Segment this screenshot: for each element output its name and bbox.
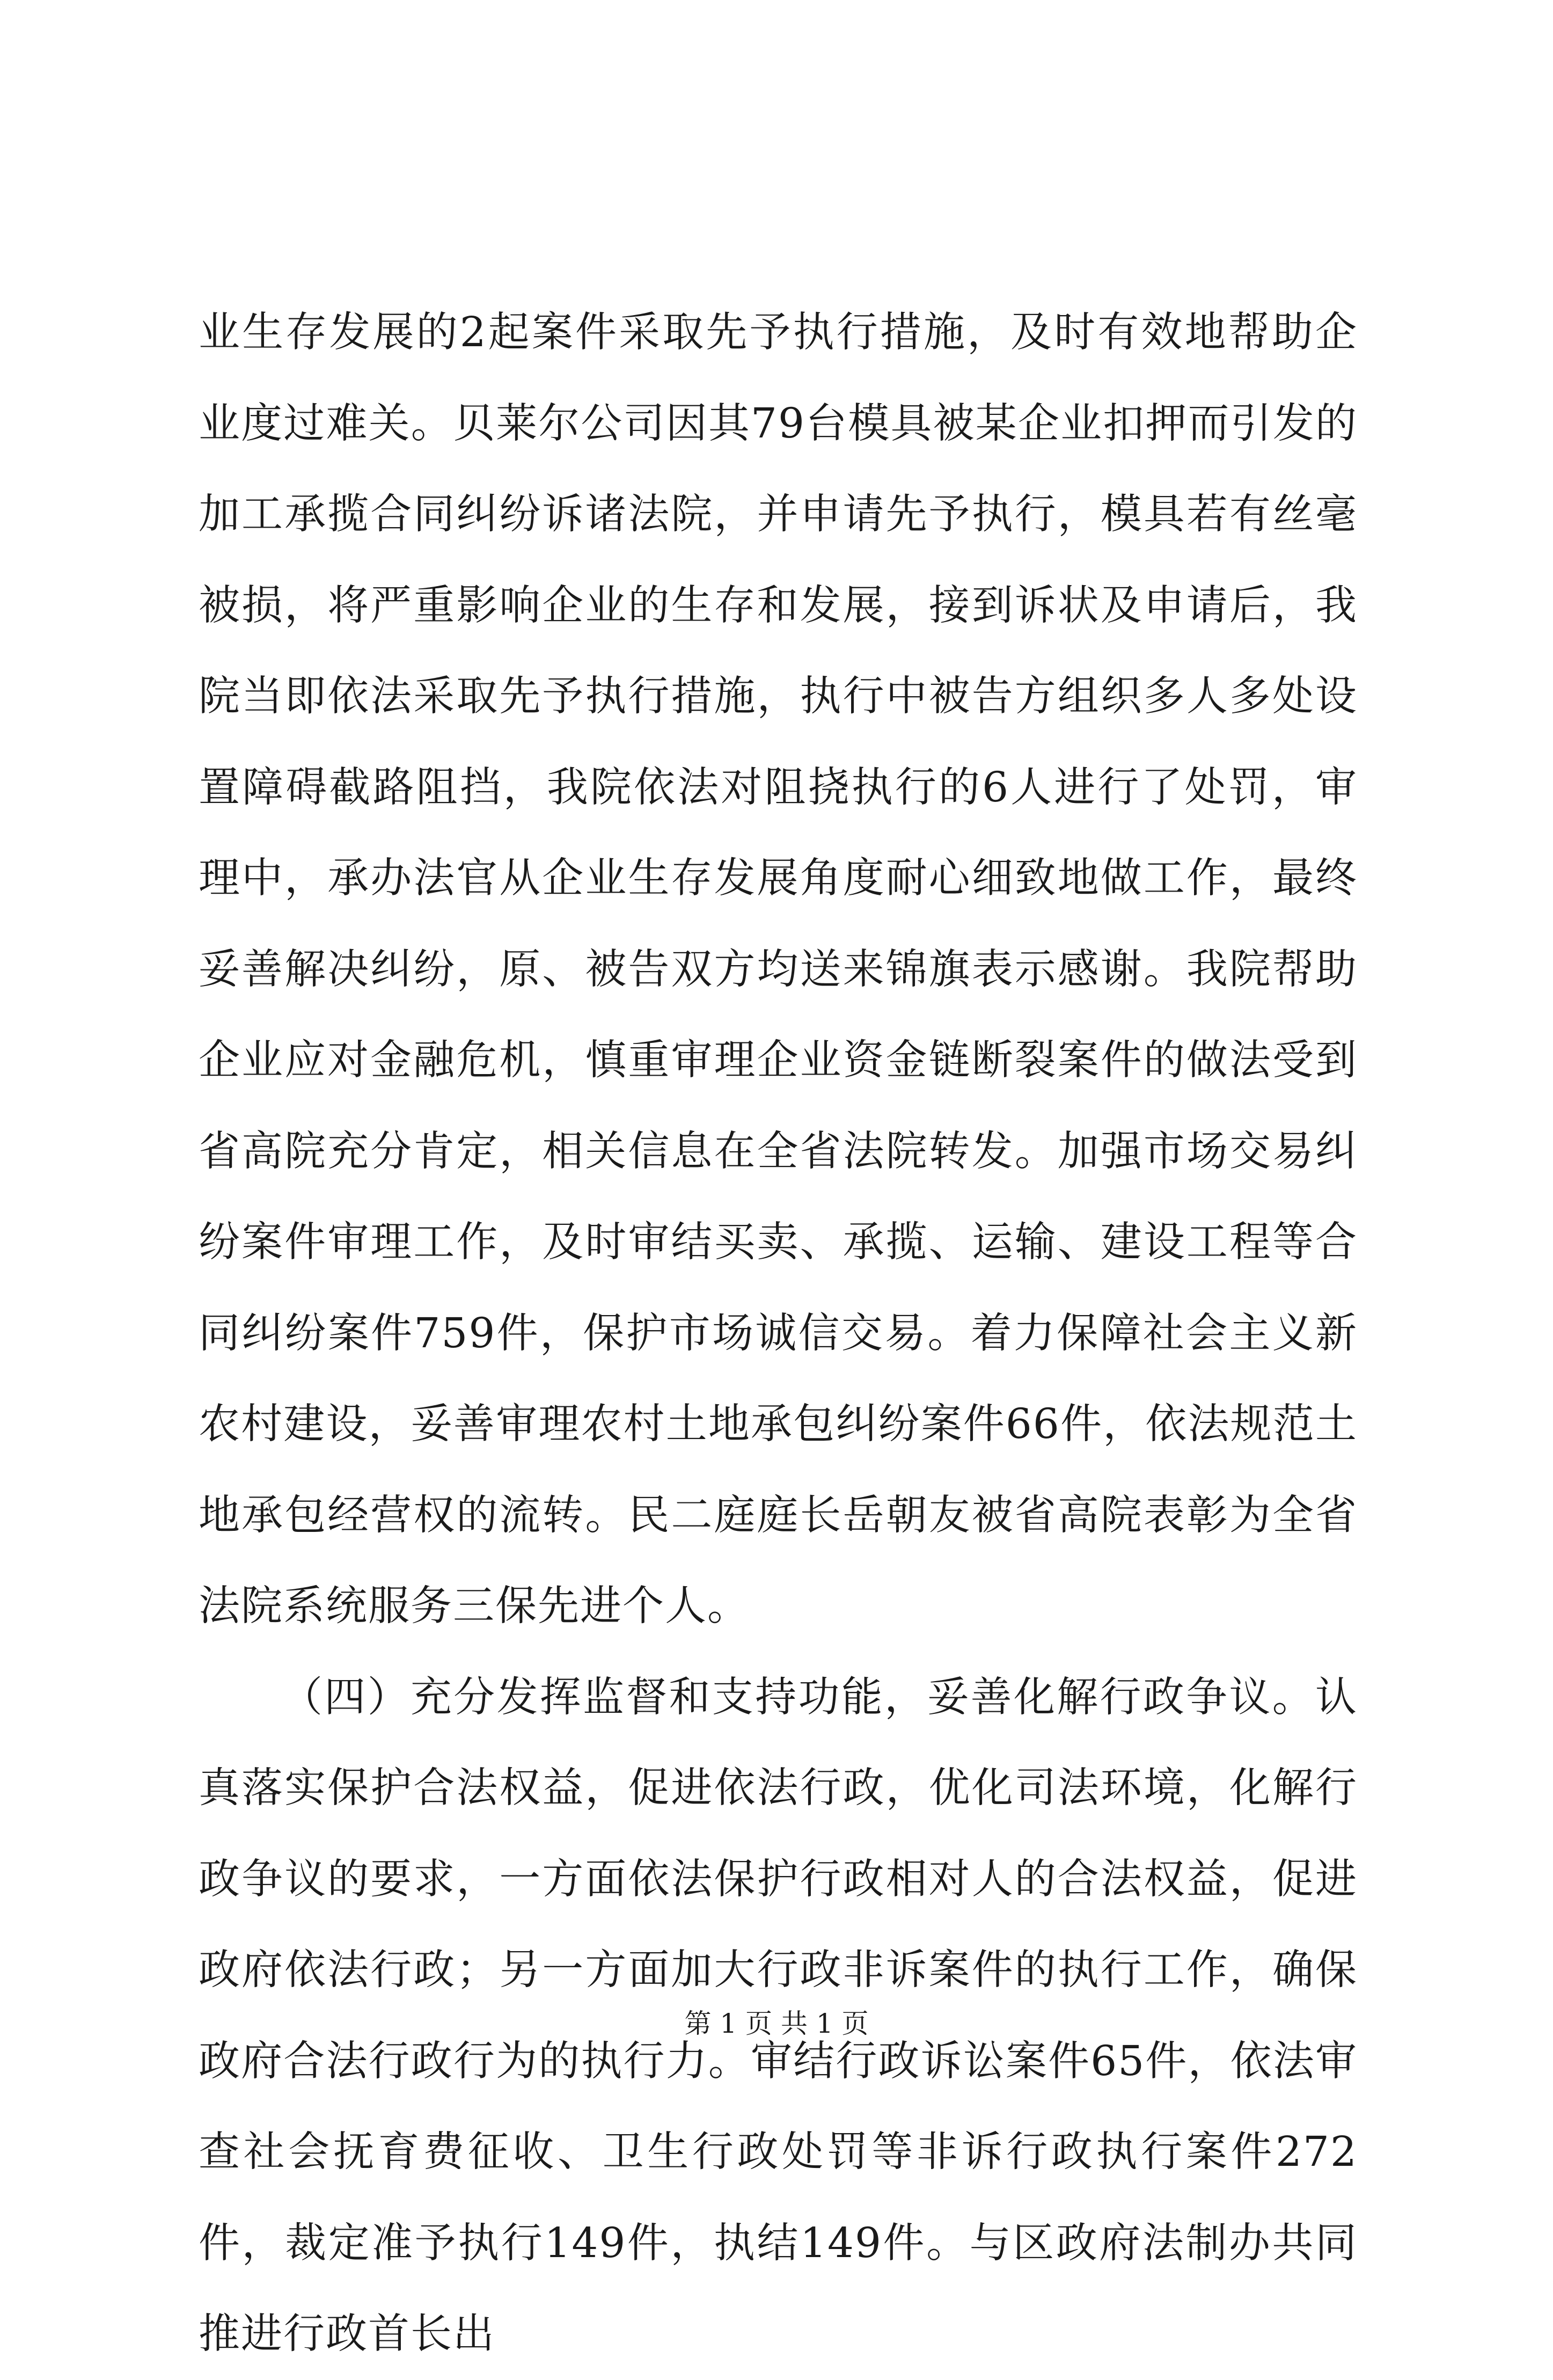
paragraph-section-four: （四）充分发挥监督和支持功能，妥善化解行政争议。认真落实保护合法权益，促进依法行政，优化司法环境，化解行政争议的要求，一方面依法保护行政相对人的合法权益，促进政府依法行政；另一方面加大行政非诉案件的执行工作，确保政府合法行政行为的执行力。审结行政诉讼案件65件，依法审查社会抚育费征收、卫生行政处罚等非诉行政执行案件272件，裁定准予执行149件，执结149件。与区政府法制办共同推进行政首长出 (199, 1673, 1358, 2358)
paragraph-continuation: 业生存发展的2起案件采取先予执行措施，及时有效地帮助企业度过难关。贝莱尔公司因其79台模具被某企业扣押而引发的加工承揽合同纠纷诉诸法院，并申请先予执行，模具若有丝毫被损，将严重影响企业的生存和发展，接到诉状及申请后，我院当即依法采取先予执行措施，执行中被告方组织多人多处设置障碍截路阻挡，我院依法对阻挠执行的6人进行了处罚，审理中，承办法官从企业生存发展角度耐心细致地做工作，最终妥善解决纠纷，原、被告双方均送来锦旗表示感谢。我院帮助企业应对金融危机，慎重审理企业资金链断裂案件的做法受到省高院充分肯定，相关信息在全省法院转发。加强市场交易纠纷案件审理工作，及时审结买卖、承揽、运输、建设工程等合同纠纷案件759件，保护市场诚信交易。着力保障社会主义新农村建设，妥善审理农村土地承包纠纷案件66件，依法规范土地承包经营权的流转。民二庭庭长岳朝友被省高院表彰为全省法院系统服务三保先进个人。 (199, 309, 1358, 1630)
page-footer: 第 1 页 共 1 页 (684, 2008, 869, 2039)
document-body (199, 287, 1358, 2380)
